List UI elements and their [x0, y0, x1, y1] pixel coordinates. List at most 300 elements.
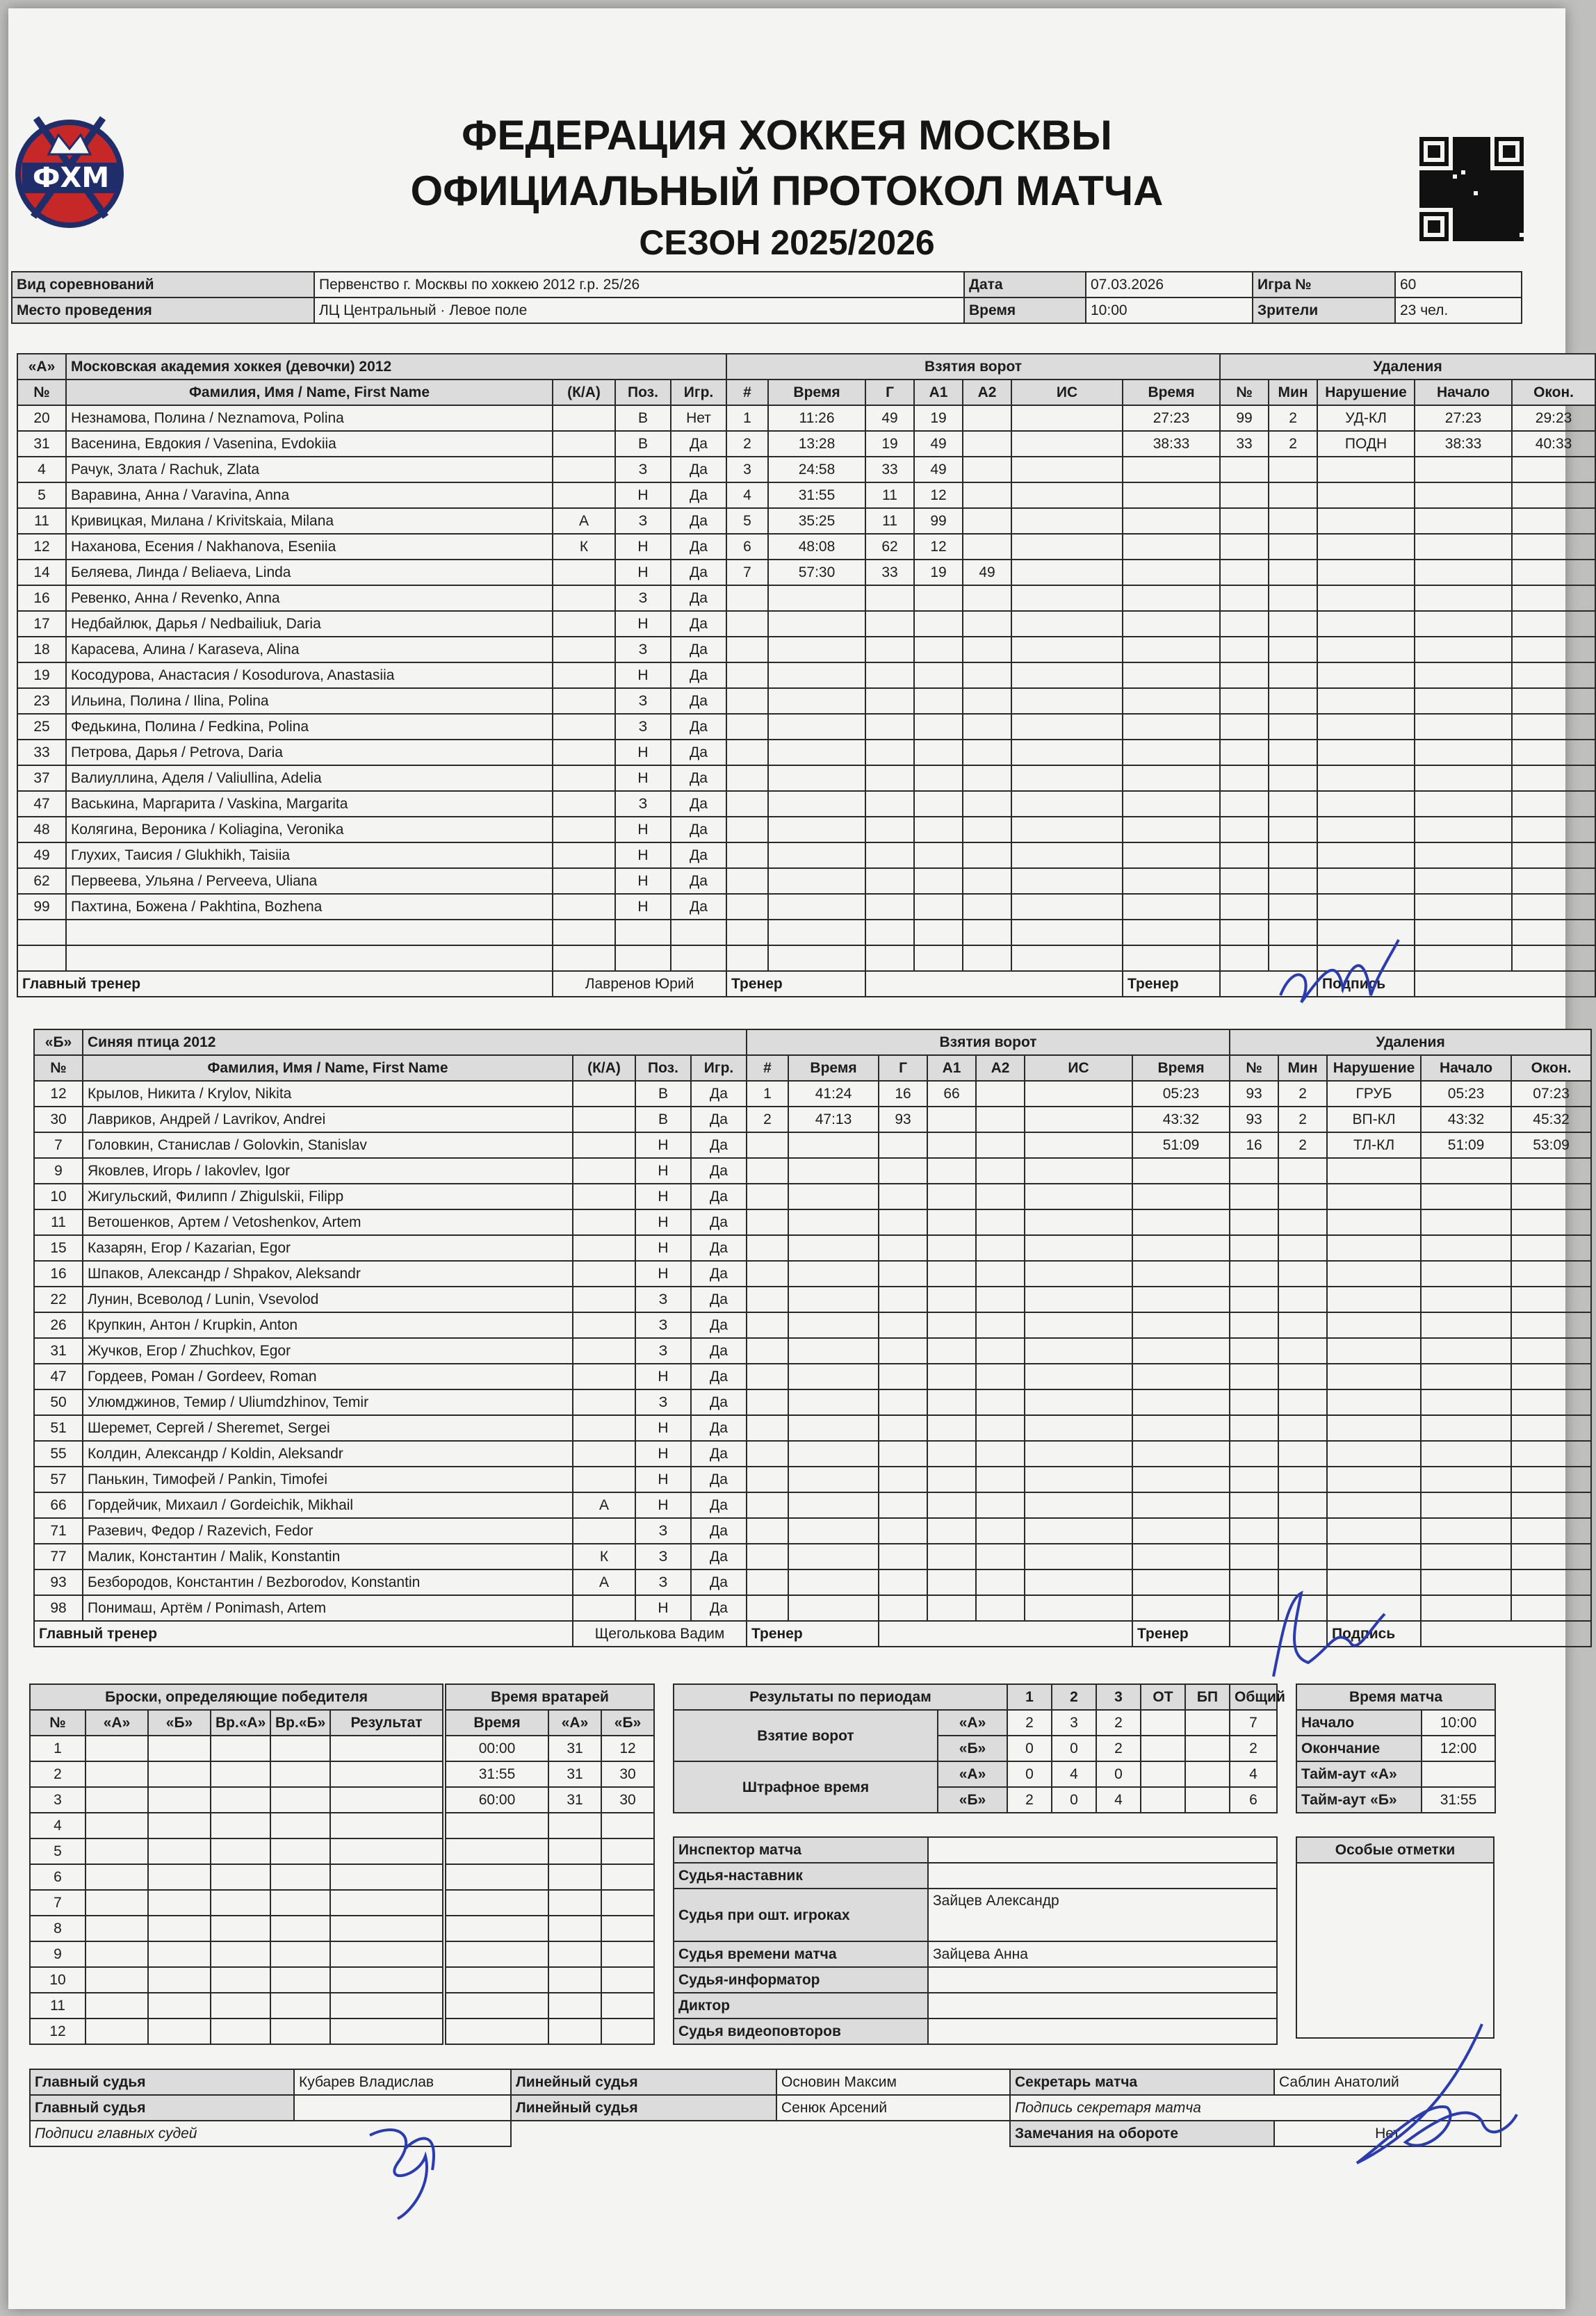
empty-cell: [1011, 585, 1123, 611]
period-cell: 4: [1230, 1761, 1277, 1787]
empty-cell: [1269, 457, 1317, 482]
player-row: [34, 1287, 1591, 1312]
signature-label: Подпись: [1317, 971, 1415, 997]
player-name: Ветошенков, Артем / Vetoshenkov, Artem: [83, 1209, 573, 1235]
empty-cell: [1421, 1389, 1511, 1415]
player-row: [17, 662, 1595, 688]
player-position: З: [615, 688, 671, 714]
player-position: Н: [635, 1492, 691, 1518]
empty-cell: [446, 1890, 548, 1916]
goal-cell: 6: [726, 534, 768, 560]
player-played: Да: [691, 1132, 747, 1158]
empty-cell: [927, 1415, 976, 1441]
goal-cell: 33: [865, 560, 914, 585]
empty-cell: [330, 1916, 443, 1941]
empty-cell: [788, 1261, 879, 1287]
empty-cell: [914, 637, 963, 662]
empty-cell: [1278, 1312, 1327, 1338]
empty-cell: [788, 1518, 879, 1544]
player-number: 11: [17, 508, 66, 534]
empty-cell: [1269, 817, 1317, 842]
player-played: Да: [691, 1595, 747, 1621]
empty-cell: [270, 1993, 330, 2019]
goal-cell: 12: [914, 482, 963, 508]
period-cell: [1141, 1787, 1185, 1813]
empty-cell: [1511, 1364, 1591, 1389]
col-pen-min-header: Мин: [1278, 1055, 1327, 1081]
player-name: Незнамова, Полина / Neznamova, Polina: [66, 405, 553, 431]
empty-cell: [1269, 765, 1317, 791]
player-position: Н: [615, 662, 671, 688]
empty-cell: [671, 945, 726, 971]
empty-cell: [601, 1993, 654, 2019]
empty-cell: [446, 1916, 548, 1941]
empty-cell: [86, 1813, 148, 1838]
video-judge-value: [928, 2019, 1277, 2044]
empty-cell: [1220, 920, 1269, 945]
penalty-cell: 38:33: [1415, 431, 1512, 457]
empty-cell: [330, 1761, 443, 1787]
player-row: [34, 1389, 1591, 1415]
player-number: 51: [34, 1415, 83, 1441]
goal-is-cell: [1011, 482, 1123, 508]
player-row: [34, 1081, 1591, 1107]
empty-cell: [927, 1441, 976, 1467]
date-value: 07.03.2026: [1086, 272, 1253, 297]
player-played: Да: [691, 1569, 747, 1595]
empty-cell: [747, 1312, 788, 1338]
goal-cell: 48:08: [768, 534, 865, 560]
empty-cell: [1317, 508, 1415, 534]
goal-cell: 7: [726, 560, 768, 585]
empty-cell: [148, 1813, 211, 1838]
empty-cell: [963, 714, 1011, 740]
empty-cell: [671, 920, 726, 945]
empty-cell: [788, 1287, 879, 1312]
col-assist-2-header: А2: [976, 1055, 1025, 1081]
empty-cell: [1278, 1235, 1327, 1261]
player-number: 16: [17, 585, 66, 611]
empty-cell: [1512, 611, 1595, 637]
period-cell: 0: [1007, 1736, 1052, 1761]
period-col-header: 2: [1052, 1684, 1096, 1710]
mentor-label: Судья-наставник: [674, 1863, 928, 1889]
empty-cell: [1269, 842, 1317, 868]
empty-cell: [270, 1967, 330, 1993]
empty-cell: [1278, 1209, 1327, 1235]
empty-cell: [1317, 714, 1415, 740]
empty-cell: [1230, 1287, 1278, 1312]
period-col-header: 1: [1007, 1684, 1052, 1710]
player-played: Да: [671, 688, 726, 714]
empty-cell: [726, 894, 768, 920]
empty-cell: [1327, 1415, 1421, 1441]
empty-cell: [446, 1967, 548, 1993]
empty-cell: [865, 791, 914, 817]
empty-cell: [1511, 1492, 1591, 1518]
player-played: Да: [671, 868, 726, 894]
player-position: З: [635, 1389, 691, 1415]
empty-cell: [1220, 868, 1269, 894]
empty-cell: [86, 2019, 148, 2044]
empty-cell: [86, 1916, 148, 1941]
empty-cell: [927, 1235, 976, 1261]
player-row: [34, 1467, 1591, 1492]
goal-cell: [963, 457, 1011, 482]
empty-cell: [976, 1235, 1025, 1261]
empty-cell: [1220, 945, 1269, 971]
empty-cell: [1511, 1441, 1591, 1467]
empty-cell: [1123, 817, 1220, 842]
empty-cell: [726, 868, 768, 894]
empty-cell: [865, 817, 914, 842]
empty-cell: [1011, 637, 1123, 662]
empty-cell: [1278, 1518, 1327, 1544]
player-played: Да: [671, 714, 726, 740]
empty-cell: [788, 1235, 879, 1261]
penalty-cell: 2: [1278, 1107, 1327, 1132]
empty-cell: [1269, 868, 1317, 894]
empty-cell: [1220, 765, 1269, 791]
empty-cell: [963, 765, 1011, 791]
empty-cell: [963, 920, 1011, 945]
empty-cell: [1511, 1467, 1591, 1492]
match-time-table: [1296, 1683, 1496, 1813]
empty-cell: [1421, 1261, 1511, 1287]
goal-cell: [976, 1107, 1025, 1132]
empty-cell: [17, 945, 66, 971]
empty-cell: [86, 1838, 148, 1864]
empty-cell: [1317, 894, 1415, 920]
player-position: Н: [635, 1184, 691, 1209]
empty-cell: [446, 1864, 548, 1890]
player-name: Валиуллина, Аделя / Valiullina, Adelia: [66, 765, 553, 791]
linesman-1-value: Основин Максим: [776, 2069, 1010, 2095]
empty-cell: [1512, 714, 1595, 740]
goal-cell: 41:24: [788, 1081, 879, 1107]
empty-cell: [1230, 1389, 1278, 1415]
empty-cell: [1317, 611, 1415, 637]
empty-cell: [86, 1993, 148, 2019]
goal-cell: 11: [865, 482, 914, 508]
period-cell: 2: [1230, 1736, 1277, 1761]
empty-cell: [1230, 1312, 1278, 1338]
empty-cell: [1415, 894, 1512, 920]
empty-cell: [1512, 662, 1595, 688]
period-cell: 0: [1007, 1761, 1052, 1787]
coach-value: [879, 1621, 1132, 1647]
empty-cell: [1511, 1518, 1591, 1544]
player-played: Да: [671, 560, 726, 585]
empty-cell: [788, 1389, 879, 1415]
empty-cell: [1132, 1184, 1230, 1209]
player-played: Да: [691, 1081, 747, 1107]
empty-cell: [270, 1890, 330, 1916]
empty-cell: [1025, 1287, 1132, 1312]
player-played: Да: [691, 1389, 747, 1415]
team-a-table: [17, 353, 1596, 997]
empty-cell: [788, 1364, 879, 1389]
empty-cell: [1123, 765, 1220, 791]
player-number: 12: [17, 534, 66, 560]
empty-cell: [1132, 1389, 1230, 1415]
empty-cell: [601, 1916, 654, 1941]
period-cell: [1141, 1710, 1185, 1736]
empty-cell: [1415, 920, 1512, 945]
goal-cell: 1: [726, 405, 768, 431]
empty-cell: [1327, 1389, 1421, 1415]
period-team-label: «А»: [938, 1761, 1007, 1787]
empty-cell: [1327, 1492, 1421, 1518]
goal-cell: [963, 508, 1011, 534]
empty-cell: [1132, 1287, 1230, 1312]
empty-cell: [1512, 920, 1595, 945]
empty-cell: [1220, 817, 1269, 842]
empty-cell: [1327, 1467, 1421, 1492]
empty-cell: [1327, 1261, 1421, 1287]
player-role: [573, 1441, 635, 1467]
game-number-label: Игра №: [1253, 272, 1395, 297]
empty-cell: [914, 894, 963, 920]
empty-cell: [1317, 482, 1415, 508]
fhm-logo: [8, 113, 140, 231]
player-role: К: [573, 1544, 635, 1569]
player-row: [34, 1158, 1591, 1184]
empty-cell: [1132, 1235, 1230, 1261]
empty-cell: [788, 1184, 879, 1209]
penalty-cell: 43:32: [1132, 1107, 1230, 1132]
player-number: 18: [17, 637, 66, 662]
empty-cell: [1317, 585, 1415, 611]
empty-cell: [211, 2019, 270, 2044]
venue-value: ЛЦ Центральный · Левое поле: [314, 297, 964, 323]
empty-cell: [1512, 894, 1595, 920]
empty-cell: [1415, 534, 1512, 560]
empty-cell: [1220, 740, 1269, 765]
empty-cell: [914, 688, 963, 714]
player-played: Да: [671, 457, 726, 482]
empty-cell: [927, 1158, 976, 1184]
empty-cell: [963, 868, 1011, 894]
empty-cell: [747, 1595, 788, 1621]
col-num-header: №: [17, 380, 66, 405]
player-name: Ильина, Полина / Ilina, Polina: [66, 688, 553, 714]
empty-cell: [726, 662, 768, 688]
player-number: 19: [17, 662, 66, 688]
shootout-row: [30, 1787, 443, 1813]
empty-cell: [747, 1544, 788, 1569]
empty-cell: [1269, 894, 1317, 920]
coach-value: [865, 971, 1123, 997]
player-number: 10: [34, 1184, 83, 1209]
informer-value: [928, 1967, 1277, 1993]
empty-cell: [788, 1158, 879, 1184]
penalty-box-value: Зайцев Александр: [928, 1889, 1277, 1941]
col-ka-header: (К/А): [553, 380, 615, 405]
empty-cell: [1317, 791, 1415, 817]
shootout-row: [30, 1890, 443, 1916]
penalty-cell: 93: [1230, 1107, 1278, 1132]
empty-cell: [865, 868, 914, 894]
player-number: 99: [17, 894, 66, 920]
player-row: [17, 457, 1595, 482]
empty-cell: [1512, 765, 1595, 791]
player-role: [573, 1158, 635, 1184]
penalty-cell: 07:23: [1511, 1081, 1591, 1107]
goalie-row: [446, 1993, 654, 2019]
penalty-cell: 2: [1269, 431, 1317, 457]
player-name: Шпаков, Александр / Shpakov, Aleksandr: [83, 1261, 573, 1287]
empty-cell: [1421, 1287, 1511, 1312]
empty-cell: [86, 1761, 148, 1787]
period-cell: [1141, 1761, 1185, 1787]
shootout-row: [30, 1993, 443, 2019]
player-position: З: [615, 508, 671, 534]
empty-cell: [148, 1967, 211, 1993]
empty-cell: [1512, 945, 1595, 971]
player-played: Да: [691, 1235, 747, 1261]
empty-cell: [747, 1184, 788, 1209]
empty-cell: [601, 1967, 654, 1993]
empty-cell: [726, 791, 768, 817]
empty-cell: [747, 1467, 788, 1492]
empty-cell: [211, 1967, 270, 1993]
period-team-label: «Б»: [938, 1787, 1007, 1813]
player-row: [34, 1441, 1591, 1467]
empty-cell: [1011, 611, 1123, 637]
player-played: Да: [691, 1492, 747, 1518]
empty-cell: [86, 1736, 148, 1761]
empty-cell: [1317, 740, 1415, 765]
col-is-header: ИС: [1011, 380, 1123, 405]
empty-cell: [726, 945, 768, 971]
empty-cell: [914, 740, 963, 765]
empty-cell: [1512, 508, 1595, 534]
player-number: 11: [34, 1209, 83, 1235]
inspector-label: Инспектор матча: [674, 1837, 928, 1863]
empty-cell: [747, 1287, 788, 1312]
empty-cell: [1025, 1467, 1132, 1492]
empty-cell: [879, 1235, 927, 1261]
empty-cell: [330, 1864, 443, 1890]
empty-cell: [747, 1415, 788, 1441]
period-cell: [1185, 1710, 1230, 1736]
player-role: [573, 1132, 635, 1158]
player-row: [34, 1209, 1591, 1235]
empty-cell: [726, 740, 768, 765]
period-row: [674, 1710, 1277, 1736]
empty-cell: [1230, 1158, 1278, 1184]
empty-cell: [1132, 1467, 1230, 1492]
penalty-cell: ГРУБ: [1327, 1081, 1421, 1107]
empty-cell: [747, 1364, 788, 1389]
goal-is-cell: [1011, 405, 1123, 431]
goalie-cell: 00:00: [446, 1736, 548, 1761]
venue-label: Место проведения: [12, 297, 314, 323]
empty-cell: [615, 920, 671, 945]
player-number: 47: [17, 791, 66, 817]
player-position: Н: [635, 1595, 691, 1621]
player-position: Н: [615, 868, 671, 894]
player-role: [553, 405, 615, 431]
penalty-cell: 53:09: [1511, 1132, 1591, 1158]
penalty-cell: 33: [1220, 431, 1269, 457]
empty-cell: [601, 2019, 654, 2044]
empty-cell: [1512, 868, 1595, 894]
empty-cell: [768, 842, 865, 868]
empty-cell: [1269, 560, 1317, 585]
empty-cell: [330, 1993, 443, 2019]
goalie-cell: 60:00: [446, 1787, 548, 1813]
goalie-row: [446, 1787, 654, 1813]
player-role: [553, 894, 615, 920]
player-role: [573, 1312, 635, 1338]
end-label: Окончание: [1296, 1736, 1422, 1761]
player-row: [34, 1107, 1591, 1132]
empty-cell: [1132, 1312, 1230, 1338]
empty-cell: [1511, 1338, 1591, 1364]
player-played: Да: [671, 894, 726, 920]
empty-cell: [1415, 457, 1512, 482]
empty-cell: [976, 1595, 1025, 1621]
empty-cell: [1278, 1158, 1327, 1184]
empty-cell: [330, 1838, 443, 1864]
empty-cell: [1421, 1415, 1511, 1441]
empty-cell: [976, 1132, 1025, 1158]
head-coach-value: Щеголькова Вадим: [573, 1621, 747, 1647]
penalty-cell: УД-КЛ: [1317, 405, 1415, 431]
player-played: Да: [671, 534, 726, 560]
player-position: З: [635, 1518, 691, 1544]
empty-cell: [1421, 1235, 1511, 1261]
empty-cell: [1421, 1467, 1511, 1492]
shootout-col-header: Вр.«Б»: [270, 1710, 330, 1736]
col-pen-num-header: №: [1220, 380, 1269, 405]
player-name: Лавриков, Андрей / Lavrikov, Andrei: [83, 1107, 573, 1132]
empty-cell: [914, 765, 963, 791]
player-played: Нет: [671, 405, 726, 431]
player-role: [553, 637, 615, 662]
empty-cell: [879, 1364, 927, 1389]
player-number: 71: [34, 1518, 83, 1544]
empty-cell: [1327, 1158, 1421, 1184]
empty-cell: [976, 1287, 1025, 1312]
player-row: [17, 611, 1595, 637]
player-played: Да: [691, 1107, 747, 1132]
player-position: З: [615, 457, 671, 482]
player-number: 77: [34, 1544, 83, 1569]
empty-cell: [963, 791, 1011, 817]
goal-cell: 24:58: [768, 457, 865, 482]
player-row: [17, 817, 1595, 842]
mentor-value: [928, 1863, 1277, 1889]
announcer-label: Диктор: [674, 1993, 928, 2019]
empty-cell: [726, 920, 768, 945]
penalty-cell: ПОДН: [1317, 431, 1415, 457]
empty-cell: [1123, 920, 1220, 945]
goal-cell: 49: [865, 405, 914, 431]
col-ka-header: (К/А): [573, 1055, 635, 1081]
empty-cell: [1269, 791, 1317, 817]
penalty-cell: 05:23: [1421, 1081, 1511, 1107]
empty-cell: [1421, 1184, 1511, 1209]
empty-cell: [768, 688, 865, 714]
empty-cell: [553, 945, 615, 971]
timeout-b-label: Тайм-аут «Б»: [1296, 1787, 1422, 1813]
empty-cell: [17, 920, 66, 945]
empty-cell: [1220, 894, 1269, 920]
goal-is-cell: [1011, 457, 1123, 482]
